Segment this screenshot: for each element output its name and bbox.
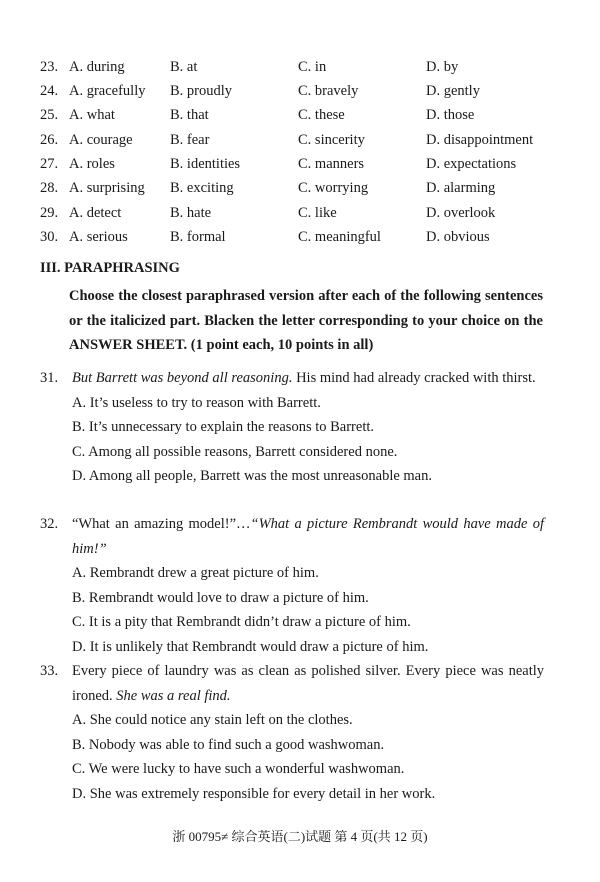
option-row-25 bbox=[40, 104, 560, 126]
option-c: C. these bbox=[298, 107, 345, 123]
option-b: B. exciting bbox=[170, 180, 234, 196]
option-a: A. during bbox=[69, 59, 125, 75]
option-a: A. surprising bbox=[69, 180, 145, 196]
choice-c: C. It is a pity that Rembrandt didn’t draw a picture of him. bbox=[72, 614, 411, 630]
section-instructions: Choose the closest paraphrased version after each of the following sentences or the italicized part. Blacken the letter corresponding to your choice on the ANSWER SHEET. (1 point each, 10 points in all) bbox=[69, 288, 543, 353]
question-number: 24. bbox=[40, 83, 59, 99]
question-number: 25. bbox=[40, 107, 59, 123]
choice-a: A. She could notice any stain left on the clothes. bbox=[72, 712, 353, 728]
choice-a: A. It’s useless to try to reason with Barrett. bbox=[72, 394, 321, 411]
option-row-24 bbox=[40, 80, 560, 102]
question-stem bbox=[72, 659, 544, 708]
question-number: 33. bbox=[40, 663, 59, 679]
italic-part: “What a picture Rembrandt would have made of him!” bbox=[72, 516, 544, 557]
choice-b: B. Nobody was able to find such a good washwoman. bbox=[72, 736, 385, 753]
option-c: C. bravely bbox=[298, 83, 359, 99]
option-b: B. fear bbox=[170, 132, 210, 148]
section-title: III. PARAPHRASING bbox=[40, 260, 180, 276]
stem-text: His mind had already cracked with thirst. bbox=[292, 370, 536, 386]
option-d: D. alarming bbox=[426, 180, 496, 196]
page-footer: 浙 00795≠ 综合英语(二)试题 第 4 页(共 12 页) bbox=[172, 829, 428, 844]
option-c: C. meaningful bbox=[298, 229, 381, 245]
option-b: B. that bbox=[170, 107, 209, 123]
option-row-26 bbox=[40, 129, 560, 151]
choice-b: B. It’s unnecessary to explain the reasons to Barrett. bbox=[72, 419, 375, 435]
option-a: A. what bbox=[69, 107, 115, 123]
question-32 bbox=[40, 512, 544, 659]
choice-d: D. She was extremely responsible for every detail in her work. bbox=[72, 785, 436, 802]
stem-text: Every piece of laundry was as clean as polished silver. Every piece was neatly ironed. bbox=[72, 663, 544, 704]
choice-d: D. Among all people, Barrett was the most unreasonable man. bbox=[72, 468, 432, 484]
italic-part: She was a real find. bbox=[116, 687, 231, 704]
option-row-23 bbox=[40, 56, 560, 78]
option-c: C. worrying bbox=[298, 180, 369, 196]
option-c: C. in bbox=[298, 59, 327, 75]
stem-text: “What an amazing model!”… bbox=[72, 516, 251, 532]
option-row-29 bbox=[40, 202, 560, 224]
option-a: A. roles bbox=[69, 156, 115, 172]
italic-part: But Barrett was beyond all reasoning. bbox=[72, 370, 293, 386]
question-number: 30. bbox=[40, 229, 59, 245]
option-d: D. overlook bbox=[426, 205, 496, 221]
question-stem bbox=[72, 366, 544, 391]
question-number: 28. bbox=[40, 180, 59, 196]
option-d: D. by bbox=[426, 59, 459, 75]
option-d: D. expectations bbox=[426, 156, 517, 172]
question-stem bbox=[72, 512, 544, 561]
choice-a: A. Rembrandt drew a great picture of him. bbox=[72, 565, 319, 581]
option-a: A. courage bbox=[69, 132, 133, 148]
option-c: C. sincerity bbox=[298, 132, 365, 148]
choice-b: B. Rembrandt would love to draw a picture of him. bbox=[72, 589, 369, 606]
question-number: 29. bbox=[40, 205, 59, 221]
option-b: B. proudly bbox=[170, 83, 233, 99]
question-number: 27. bbox=[40, 156, 59, 172]
option-row-27 bbox=[40, 153, 560, 175]
option-row-30 bbox=[40, 226, 560, 248]
option-d: D. gently bbox=[426, 83, 480, 99]
option-b: B. at bbox=[170, 59, 198, 75]
question-31 bbox=[40, 366, 544, 489]
option-a: A. serious bbox=[69, 229, 128, 245]
option-c: C. manners bbox=[298, 156, 365, 172]
choice-c: C. Among all possible reasons, Barrett considered none. bbox=[72, 443, 398, 460]
option-d: D. those bbox=[426, 107, 475, 123]
question-number: 32. bbox=[40, 516, 59, 532]
option-row-28 bbox=[40, 177, 560, 199]
question-number: 31. bbox=[40, 370, 59, 386]
question-33 bbox=[40, 659, 544, 806]
option-d: D. obvious bbox=[426, 229, 490, 245]
option-b: B. hate bbox=[170, 205, 212, 221]
option-d: D. disappointment bbox=[426, 132, 534, 148]
question-number: 26. bbox=[40, 132, 59, 148]
option-b: B. identities bbox=[170, 156, 241, 172]
choice-c: C. We were lucky to have such a wonderful washwoman. bbox=[72, 761, 405, 777]
option-a: A. gracefully bbox=[69, 83, 146, 99]
choice-d: D. It is unlikely that Rembrandt would draw a picture of him. bbox=[72, 638, 429, 655]
option-b: B. formal bbox=[170, 229, 226, 245]
option-a: A. detect bbox=[69, 205, 122, 221]
question-number: 23. bbox=[40, 59, 59, 75]
option-c: C. like bbox=[298, 205, 337, 221]
